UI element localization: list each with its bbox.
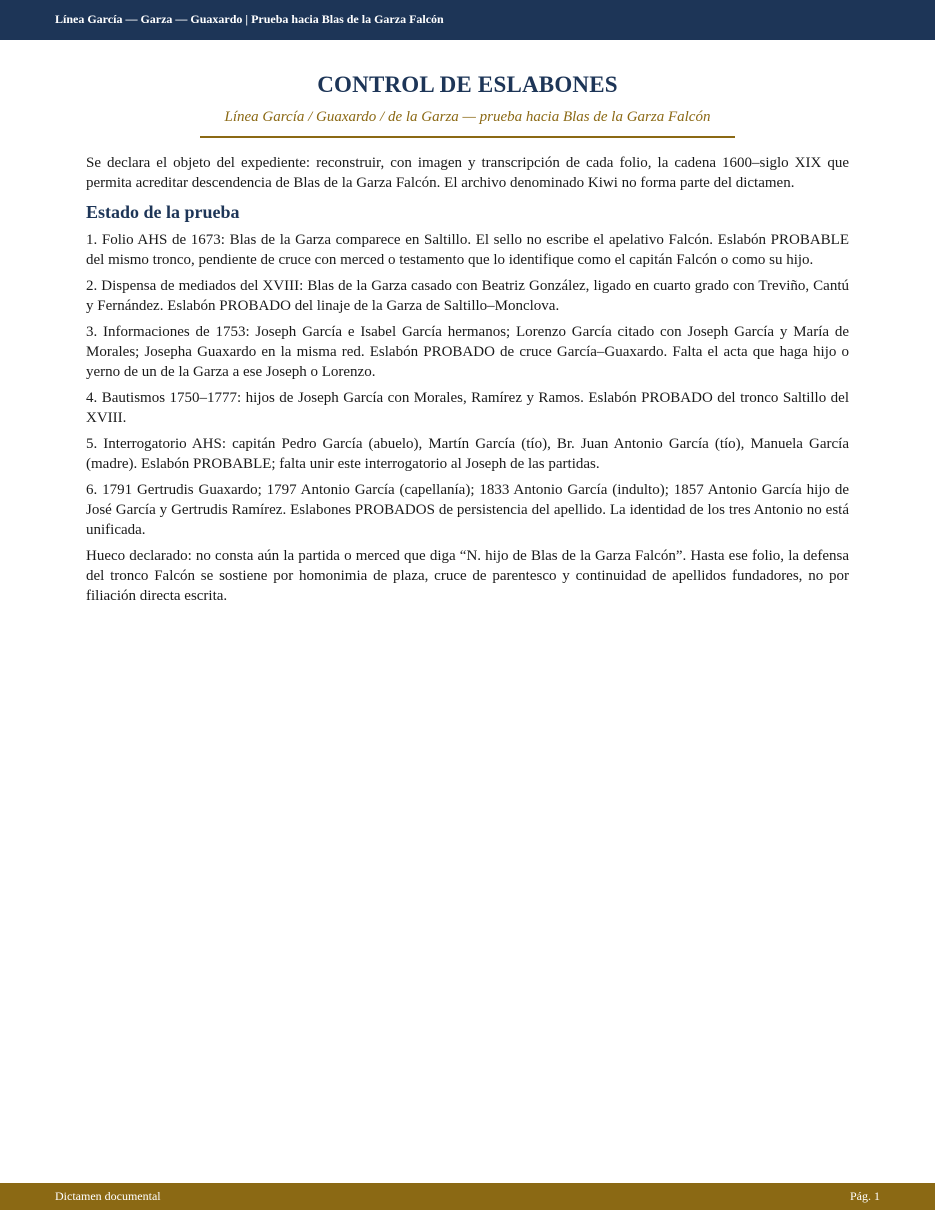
running-title: Línea García — Garza — Guaxardo | Prueba hacia Blas de la Garza Falcón	[55, 12, 444, 26]
gap-note-paragraph: Hueco declarado: no consta aún la partida o merced que diga “N. hijo de Blas de la Garza Falcón”. Hasta ese folio, la defensa del tronco Falcón se sostiene por homonimia de plaza, cruce de parentesco y continuidad de apellidos fundadores, no por filiación directa escrita.	[86, 548, 849, 604]
page-number: Pág. 1	[850, 1189, 880, 1203]
evidence-item-6: 6. 1791 Gertrudis Guaxardo; 1797 Antonio García (capellanía); 1833 Antonio García (indulto); 1857 Antonio García hijo de José García y Gertrudis Ramírez. Eslabones PROBADOS de persistencia del apellido. La identidad de los tres Antonio no está unificada.	[86, 482, 849, 538]
evidence-item-5: 5. Interrogatorio AHS: capitán Pedro García (abuelo), Martín García (tío), Br. Juan Antonio García (tío), Manuela García (madre). Eslabón PROBABLE; falta unir este interrogatorio al Joseph de las partidas.	[86, 436, 849, 472]
evidence-item-1: 1. Folio AHS de 1673: Blas de la Garza comparece en Saltillo. El sello no escribe el apelativo Falcón. Eslabón PROBABLE del mismo tronco, pendiente de cruce con merced o testamento que lo identifique como el capitán Falcón o como su hijo.	[86, 232, 849, 268]
evidence-item-3: 3. Informaciones de 1753: Joseph García e Isabel García hermanos; Lorenzo García citado con Joseph García y María de Morales; Josepha Guaxardo en la misma red. Eslabón PROBADO de cruce García–Guaxardo. Falta el acta que haga hijo o yerno de un de la Garza a ese Joseph o Lorenzo.	[86, 324, 849, 380]
document-title: CONTROL DE ESLABONES	[317, 72, 618, 97]
evidence-item-2: 2. Dispensa de mediados del XVIII: Blas de la Garza casado con Beatriz González, ligado en cuarto grado con Treviño, Cantú y Fernández. Eslabón PROBADO del linaje de la Garza de Saltillo–Monclova.	[86, 278, 849, 314]
header-bar	[0, 0, 935, 40]
title-divider	[200, 136, 735, 138]
footer-label: Dictamen documental	[55, 1189, 161, 1203]
evidence-item-4: 4. Bautismos 1750–1777: hijos de Joseph García con Morales, Ramírez y Ramos. Eslabón PROBADO del tronco Saltillo del XVIII.	[86, 390, 849, 426]
intro-paragraph: Se declara el objeto del expediente: reconstruir, con imagen y transcripción de cada folio, la cadena 1600–siglo XIX que permita acreditar descendencia de Blas de la Garza Falcón. El archivo denominado Kiwi no forma parte del dictamen.	[86, 155, 849, 191]
document-subtitle: Línea García / Guaxardo / de la Garza — prueba hacia Blas de la Garza Falcón	[224, 109, 711, 125]
section-heading: Estado de la prueba	[86, 202, 240, 222]
footer-bar	[0, 1183, 935, 1210]
document-body	[86, 70, 849, 606]
